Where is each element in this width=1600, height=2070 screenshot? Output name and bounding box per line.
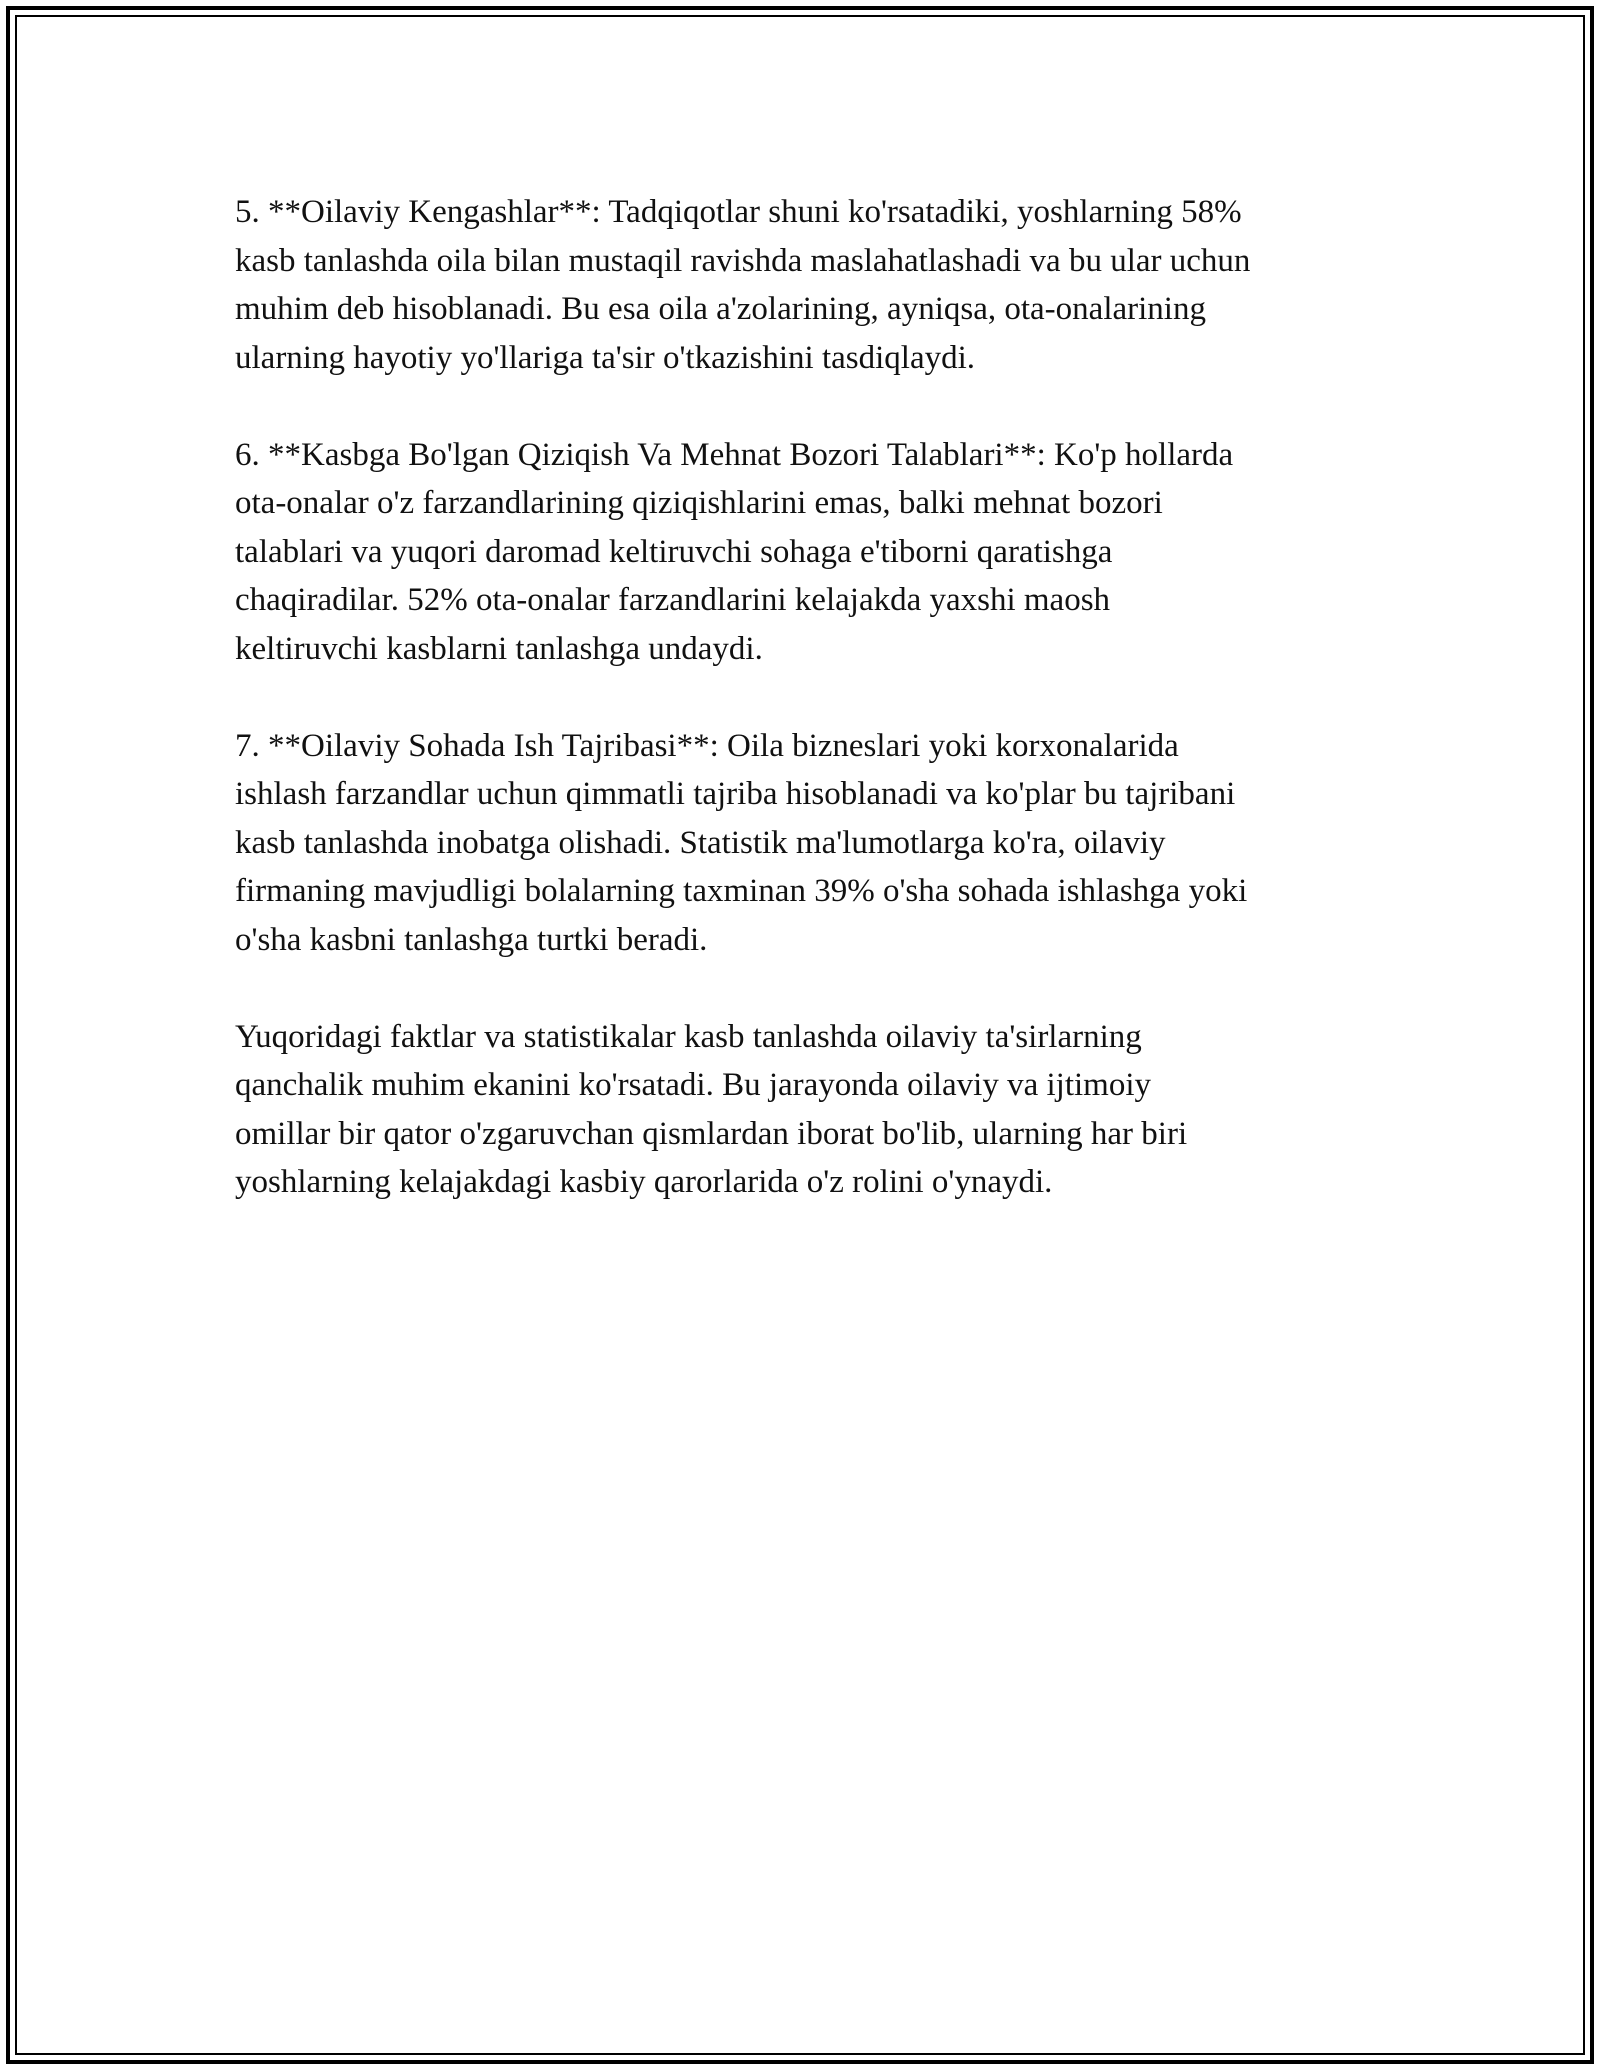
paragraph-ish-tajribasi: [235, 722, 1385, 965]
text-line: kasb tanlashda inobatga olishadi. Statistik ma'lumotlarga ko'ra, oilaviy: [235, 824, 1166, 861]
text-line: yoshlarning kelajakdagi kasbiy qarorlarida o'z rolini o'ynaydi.: [235, 1164, 1053, 1200]
paragraph-oilaviy-kengashlar: [235, 188, 1385, 382]
text-line: 5. **Oilaviy Kengashlar**: Tadqiqotlar shuni ko'rsatadiki, yoshlarning 58%: [235, 194, 1242, 230]
text-line: ota-onalar o'z farzandlarining qiziqishlarini emas, balki mehnat bozori: [235, 485, 1163, 521]
text-line: Yuqoridagi faktlar va statistikalar kasb tanlashda oilaviy ta'sirlarning: [235, 1018, 1142, 1055]
text-line: 6. **Kasbga Bo'lgan Qiziqish Va Mehnat Bozori Talablari**: Ko'p hollarda: [235, 436, 1234, 473]
text-line: talablari va yuqori daromad keltiruvchi sohaga e'tiborni qaratishga: [235, 533, 1113, 570]
text-line: muhim deb hisoblanadi. Bu esa oila a'zolarining, ayniqsa, ota-onalarining: [235, 291, 1206, 327]
text-line: chaqiradilar. 52% ota-onalar farzandlarini kelajakda yaxshi maosh: [235, 582, 1111, 618]
text-line: qanchalik muhim ekanini ko'rsatadi. Bu jarayonda oilaviy va ijtimoiy: [235, 1067, 1151, 1103]
text-line: omillar bir qator o'zgaruvchan qismlardan iborat bo'lib, ularning har biri: [235, 1115, 1188, 1152]
document-body: [235, 188, 1385, 1255]
paragraph-kasbga-qiziqish: [235, 431, 1385, 674]
text-line: kasb tanlashda oila bilan mustaqil ravishda maslahatlashadi va bu ular uchun: [235, 242, 1251, 279]
text-line: firmaning mavjudligi bolalarning taxminan 39% o'sha sohada ishlashga yoki: [235, 873, 1248, 909]
text-line: o'sha kasbni tanlashga turtki beradi.: [235, 921, 708, 958]
text-line: 7. **Oilaviy Sohada Ish Tajribasi**: Oila bizneslari yoki korxonalarida: [235, 727, 1179, 764]
text-line: ularning hayotiy yo'llariga ta'sir o'tkazishini tasdiqlaydi.: [235, 339, 976, 376]
text-line: keltiruvchi kasblarni tanlashga undaydi.: [235, 630, 763, 667]
text-line: ishlash farzandlar uchun qimmatli tajriba hisoblanadi va ko'plar bu tajribani: [235, 776, 1236, 812]
paragraph-conclusion: [235, 1013, 1385, 1207]
